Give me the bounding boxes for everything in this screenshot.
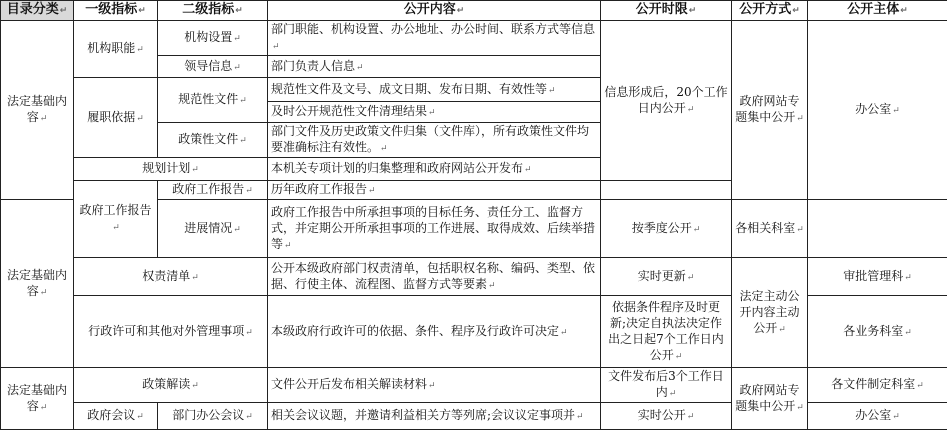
table-row [1,368,947,403]
category-cell: 法定基础内容 ↵ [1,21,74,200]
header-time-limit: 公开时限 ↵ [601,1,732,21]
content-cell: 及时公开规范性文件清理结果 ↵ [268,102,601,123]
time-limit-cell: 按季度公开 ↵ [601,200,732,258]
table-row [1,21,947,56]
content-cell: 本机关专项计划的归集整理和政府网站公开发布 ↵ [268,158,601,181]
header-level1: 一级指标 ↵ [74,1,158,21]
subject-cell: 办公室 ↵ [808,403,947,430]
subject-cell: 审批管理科 ↵ [808,258,947,296]
header-content: 公开内容 ↵ [268,1,601,21]
level2-cell: 机构设置 ↵ [158,21,268,56]
category-cell: 法定基础内容 ↵ [1,200,74,368]
time-limit-cell: 实时公开 ↵ [601,403,732,430]
content-cell: 部门职能、机构设置、办公地址、办公时间、联系方式等信息 ↵ [268,21,601,56]
level1-cell: 履职依据 ↵ [74,78,158,158]
time-limit-cell: 文件发布后3个工作日内 ↵ [601,368,732,403]
level2-cell: 进展情况 ↵ [158,200,268,258]
content-cell: 部门文件及历史政策文件归集（文件库），所有政策性文件均要准确标注有效性。 ↵ [268,123,601,158]
level1-cell: 政府工作报告 ↵ [74,181,158,258]
level1-cell: 行政许可和其他对外管理事项 ↵ [74,296,268,368]
level1-cell: 机构职能 ↵ [74,21,158,78]
time-limit-cell: 依据条件程序及时更新;决定自执法决定作出之日起7个工作日内公开 ↵ [601,296,732,368]
level1-cell: 政府会议 ↵ [74,403,158,430]
level1-cell: 政策解读 ↵ [74,368,268,403]
time-limit-cell-empty [601,181,732,200]
level2-cell: 部门办公会议 ↵ [158,403,268,430]
table-row [1,258,947,296]
header-category: 目录分类 ↵ [1,1,74,21]
subject-cell: 各文件制定科室 ↵ [808,368,947,403]
category-cell: 法定基础内容 ↵ [1,368,74,430]
time-limit-cell: 信息形成后，20个工作日内公开 ↵ [601,21,732,181]
method-cell: 政府网站专题集中公开 ↵ [732,21,808,200]
content-cell: 部门负责人信息 ↵ [268,56,601,78]
content-cell: 政府工作报告中所承担事项的目标任务、责任分工、监督方式，并定期公开所承担事项的工作进展、取得成效、后续举措等 ↵ [268,200,601,258]
level2-cell: 领导信息 ↵ [158,56,268,78]
header-row [1,1,947,21]
content-cell: 相关会议议题，并邀请利益相关方等列席;会议议定事项并 ↵ [268,403,601,430]
content-cell: 规范性文件及文号、成文日期、发布日期、有效性等 ↵ [268,78,601,102]
content-cell: 本级政府行政许可的依据、条件、程序及行政许可决定 ↵ [268,296,601,368]
header-subject: 公开主体 ↵ [808,1,947,21]
subject-cell: 各业务科室 ↵ [808,296,947,368]
header-method: 公开方式 ↵ [732,1,808,21]
level2-cell: 规范性文件 ↵ [158,78,268,123]
method-cell: 政府网站专题集中公开 ↵ [732,368,808,430]
header-level2: 二级指标 ↵ [158,1,268,21]
content-cell: 文件公开后发布相关解读材料 ↵ [268,368,601,403]
time-limit-cell: 实时更新 ↵ [601,258,732,296]
level1-cell: 规划计划 ↵ [74,158,268,181]
level2-cell: 政策性文件 ↵ [158,123,268,158]
level1-cell: 权责清单 ↵ [74,258,268,296]
content-cell: 公开本级政府部门权责清单，包括职权名称、编码、类型、依据、行使主体、流程图、监督方式等要素 ↵ [268,258,601,296]
subject-cell: 办公室 ↵ [808,21,947,200]
subject-cell: 各相关科室 ↵ [732,200,808,258]
content-cell: 历年政府工作报告 ↵ [268,181,601,200]
level2-cell: 政府工作报告 ↵ [158,181,268,200]
method-cell: 法定主动公开内容主动公开 ↵ [732,258,808,368]
